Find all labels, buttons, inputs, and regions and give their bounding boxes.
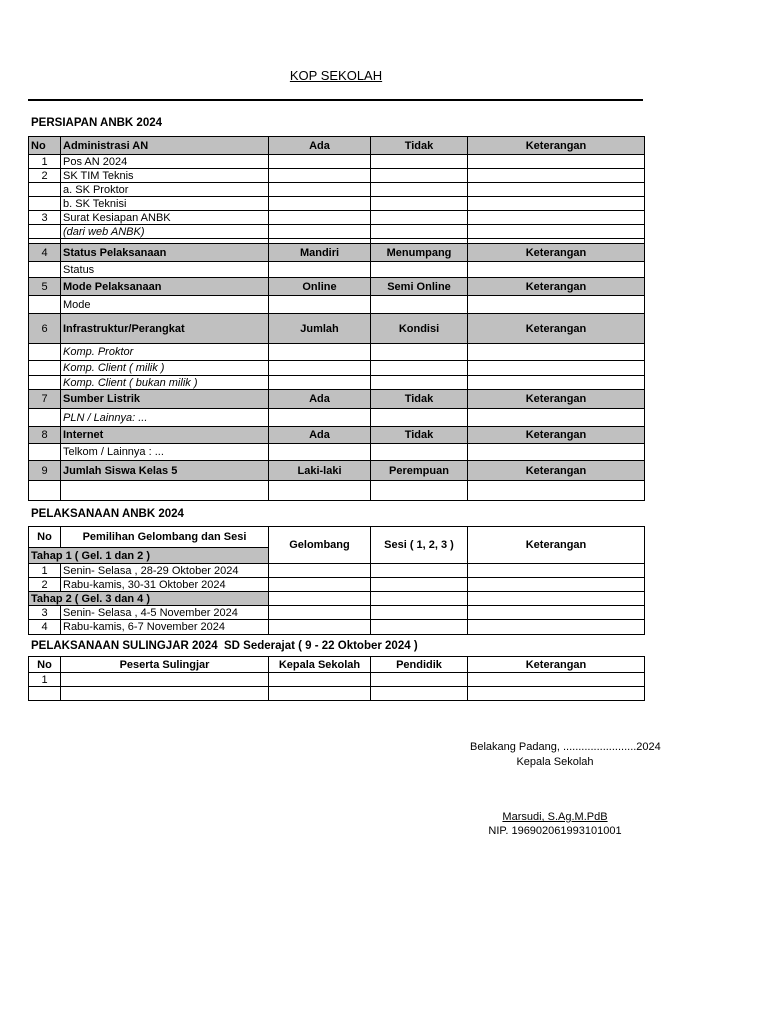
item-no: [29, 225, 61, 239]
schedule-date: Senin- Selasa , 4-5 November 2024: [61, 606, 269, 620]
section-sub-cell: [371, 296, 468, 314]
section-sub-cell: [269, 376, 371, 390]
col-no-header: No: [29, 527, 61, 548]
section-sub-no: [29, 444, 61, 461]
section-sub-cell: [468, 361, 645, 376]
section-sub-row: [29, 361, 645, 376]
keterangan-cell: [468, 687, 645, 701]
persiapan-header-row: [29, 137, 645, 155]
persiapan-title: PERSIAPAN ANBK 2024: [31, 117, 163, 129]
item-no: 2: [29, 169, 61, 183]
section-header-row-internet: [29, 427, 645, 444]
section-col3: Keterangan: [468, 314, 645, 344]
tahap-label: Tahap 1 ( Gel. 1 dan 2 ): [29, 548, 269, 564]
section-sub-cell: [371, 344, 468, 361]
section-label: Infrastruktur/Perangkat: [61, 314, 269, 344]
tidak-cell: [371, 225, 468, 239]
section-sub-label: PLN / Lainnya: ...: [61, 409, 269, 427]
item-label: a. SK Proktor: [61, 183, 269, 197]
section-label: Mode Pelaksanaan: [61, 278, 269, 296]
section-sub-no: [29, 361, 61, 376]
keterangan-cell: [468, 578, 645, 592]
empty-cell: [29, 481, 61, 501]
ada-cell: [269, 155, 371, 169]
schedule-row: [29, 606, 645, 620]
keterangan-cell: [468, 211, 645, 225]
persiapan-item-row: [29, 183, 645, 197]
sulingjar-no: 1: [29, 673, 61, 687]
section-sub-label: Komp. Proktor: [61, 344, 269, 361]
ada-cell: [269, 225, 371, 239]
section-no: 9: [29, 461, 61, 481]
section-col1: Jumlah: [269, 314, 371, 344]
persiapan-item-row: [29, 169, 645, 183]
section-sub-cell: [371, 376, 468, 390]
section-sub-cell: [468, 409, 645, 427]
schedule-date: Senin- Selasa , 28-29 Oktober 2024: [61, 564, 269, 578]
schedule-date: Rabu-kamis, 6-7 November 2024: [61, 620, 269, 635]
letterhead-divider: [28, 99, 643, 101]
section-sub-cell: [371, 361, 468, 376]
schedule-no: 3: [29, 606, 61, 620]
sulingjar-table: [28, 656, 645, 701]
section-label: Jumlah Siswa Kelas 5: [61, 461, 269, 481]
section-sub-cell: [371, 409, 468, 427]
section-col3: Keterangan: [468, 461, 645, 481]
section-sub-label: Telkom / Lainnya : ...: [61, 444, 269, 461]
section-col3: Keterangan: [468, 278, 645, 296]
section-col2: Tidak: [371, 390, 468, 409]
empty-cell: [371, 481, 468, 501]
schedule-row: [29, 564, 645, 578]
kepala-sekolah-cell: [269, 687, 371, 701]
item-label: SK TIM Teknis: [61, 169, 269, 183]
item-no: [29, 183, 61, 197]
sulingjar-header-row: [29, 657, 645, 673]
section-no: 6: [29, 314, 61, 344]
keterangan-cell: [468, 564, 645, 578]
col-pemilihan-header: Pemilihan Gelombang dan Sesi: [61, 527, 269, 548]
keterangan-cell: [468, 673, 645, 687]
col-no-header: No: [29, 657, 61, 673]
keterangan-cell: [468, 592, 645, 606]
col-peserta-header: Peserta Sulingjar: [61, 657, 269, 673]
kepala-sekolah-cell: [269, 673, 371, 687]
ada-cell: [269, 211, 371, 225]
schedule-row: [29, 578, 645, 592]
item-label: Pos AN 2024: [61, 155, 269, 169]
section-header-row-listrik: [29, 390, 645, 409]
item-no: [29, 197, 61, 211]
section-sub-row: [29, 262, 645, 278]
gelombang-cell: [269, 564, 371, 578]
schedule-no: 1: [29, 564, 61, 578]
section-sub-cell: [468, 262, 645, 278]
pelaksanaan-title: PELAKSANAAN ANBK 2024: [31, 508, 184, 520]
tidak-cell: [371, 183, 468, 197]
section-header-row-infrastruktur: [29, 314, 645, 344]
item-note: (dari web ANBK): [61, 225, 269, 239]
section-col1: Laki-laki: [269, 461, 371, 481]
section-col1: Online: [269, 278, 371, 296]
pendidik-cell: [371, 673, 468, 687]
sesi-cell: [371, 564, 468, 578]
signature-place-date: Belakang Padang, ........................2024: [470, 741, 661, 753]
signature-name-line: [455, 811, 655, 824]
section-sub-no: [29, 344, 61, 361]
section-header-row-status: [29, 244, 645, 262]
sesi-cell: [371, 592, 468, 606]
ada-cell: [269, 169, 371, 183]
section-sub-label: Mode: [61, 296, 269, 314]
peserta-cell: [61, 673, 269, 687]
persiapan-item-row: [29, 225, 645, 239]
section-sub-cell: [269, 344, 371, 361]
section-sub-row: [29, 481, 645, 501]
col-tidak-header: Tidak: [371, 137, 468, 155]
persiapan-item-row: [29, 155, 645, 169]
signature-position: Kepala Sekolah: [516, 756, 594, 768]
ada-cell: [269, 183, 371, 197]
section-sub-cell: [269, 409, 371, 427]
pendidik-cell: [371, 687, 468, 701]
section-col3: Keterangan: [468, 390, 645, 409]
section-sub-no: [29, 262, 61, 278]
section-col1: Ada: [269, 390, 371, 409]
ada-cell: [269, 197, 371, 211]
kop-sekolah-text: KOP SEKOLAH: [289, 68, 383, 83]
schedule-no: 2: [29, 578, 61, 592]
keterangan-cell: [468, 183, 645, 197]
section-col3: Keterangan: [468, 244, 645, 262]
section-sub-row: [29, 409, 645, 427]
col-administrasi-header: Administrasi AN: [61, 137, 269, 155]
section-sub-cell: [468, 344, 645, 361]
section-label: Sumber Listrik: [61, 390, 269, 409]
empty-cell: [269, 481, 371, 501]
section-sub-row: [29, 376, 645, 390]
schedule-date: Rabu-kamis, 30-31 Oktober 2024: [61, 578, 269, 592]
gelombang-cell: [269, 578, 371, 592]
item-label: Surat Kesiapan ANBK: [61, 211, 269, 225]
section-no: 4: [29, 244, 61, 262]
gelombang-cell: [269, 606, 371, 620]
empty-cell: [468, 481, 645, 501]
col-no-header: No: [29, 137, 61, 155]
item-label: b. SK Teknisi: [61, 197, 269, 211]
section-sub-cell: [468, 296, 645, 314]
section-sub-cell: [468, 444, 645, 461]
keterangan-cell: [468, 620, 645, 635]
section-header-row-mode: [29, 278, 645, 296]
persiapan-item-row: [29, 211, 645, 225]
section-col3: Keterangan: [468, 427, 645, 444]
section-col2: Menumpang: [371, 244, 468, 262]
section-no: 7: [29, 390, 61, 409]
col-keterangan-header: Keterangan: [468, 657, 645, 673]
persiapan-item-row: [29, 197, 645, 211]
keterangan-cell: [468, 169, 645, 183]
sulingjar-title: PELAKSANAAN SULINGJAR 2024 SD Sederajat ( 9 - 22 Oktober 2024 ): [31, 640, 418, 652]
keterangan-cell: [468, 155, 645, 169]
section-sub-cell: [269, 444, 371, 461]
sesi-cell: [371, 578, 468, 592]
section-col1: Ada: [269, 427, 371, 444]
sesi-cell: [371, 606, 468, 620]
col-sesi-header: Sesi ( 1, 2, 3 ): [371, 527, 468, 564]
sesi-cell: [371, 620, 468, 635]
tahap-label: Tahap 2 ( Gel. 3 dan 4 ): [29, 592, 269, 606]
section-header-row-jumlah-siswa: [29, 461, 645, 481]
section-sub-no: [29, 296, 61, 314]
section-sub-label: Status: [61, 262, 269, 278]
gelombang-cell: [269, 592, 371, 606]
schedule-no: 4: [29, 620, 61, 635]
section-sub-cell: [269, 361, 371, 376]
col-ada-header: Ada: [269, 137, 371, 155]
sulingjar-row: [29, 687, 645, 701]
section-sub-row: [29, 444, 645, 461]
section-col2: Tidak: [371, 427, 468, 444]
section-sub-row: [29, 344, 645, 361]
section-label: Internet: [61, 427, 269, 444]
keterangan-cell: [468, 606, 645, 620]
sulingjar-no: [29, 687, 61, 701]
tidak-cell: [371, 169, 468, 183]
col-keterangan-header: Keterangan: [468, 527, 645, 564]
item-no: 3: [29, 211, 61, 225]
schedule-row: [29, 620, 645, 635]
section-sub-cell: [371, 262, 468, 278]
section-col2: Kondisi: [371, 314, 468, 344]
peserta-cell: [61, 687, 269, 701]
persiapan-table: [28, 136, 645, 501]
keterangan-cell: [468, 225, 645, 239]
section-col2: Semi Online: [371, 278, 468, 296]
section-sub-row: [29, 296, 645, 314]
letterhead-title: [0, 68, 672, 83]
col-pendidik-header: Pendidik: [371, 657, 468, 673]
tidak-cell: [371, 211, 468, 225]
signature-nip: NIP. 196902061993101001: [488, 825, 622, 837]
pelaksanaan-header-row: [29, 527, 645, 548]
keterangan-cell: [468, 197, 645, 211]
gelombang-cell: [269, 620, 371, 635]
col-kepala-sekolah-header: Kepala Sekolah: [269, 657, 371, 673]
section-no: 8: [29, 427, 61, 444]
section-sub-cell: [269, 296, 371, 314]
section-col2: Perempuan: [371, 461, 468, 481]
section-no: 5: [29, 278, 61, 296]
section-label: Status Pelaksanaan: [61, 244, 269, 262]
signature-name: Marsudi, S.Ag.M.PdB: [502, 811, 608, 823]
section-sub-label: Komp. Client ( bukan milik ): [61, 376, 269, 390]
section-sub-no: [29, 376, 61, 390]
section-sub-cell: [468, 376, 645, 390]
section-sub-label: Komp. Client ( milik ): [61, 361, 269, 376]
section-sub-no: [29, 409, 61, 427]
section-col1: Mandiri: [269, 244, 371, 262]
tahap-row: [29, 592, 645, 606]
tidak-cell: [371, 155, 468, 169]
tidak-cell: [371, 197, 468, 211]
pelaksanaan-table: [28, 526, 645, 635]
item-no: 1: [29, 155, 61, 169]
col-gelombang-header: Gelombang: [269, 527, 371, 564]
section-sub-cell: [269, 262, 371, 278]
col-keterangan-header: Keterangan: [468, 137, 645, 155]
sulingjar-row: [29, 673, 645, 687]
empty-cell: [61, 481, 269, 501]
section-sub-cell: [371, 444, 468, 461]
